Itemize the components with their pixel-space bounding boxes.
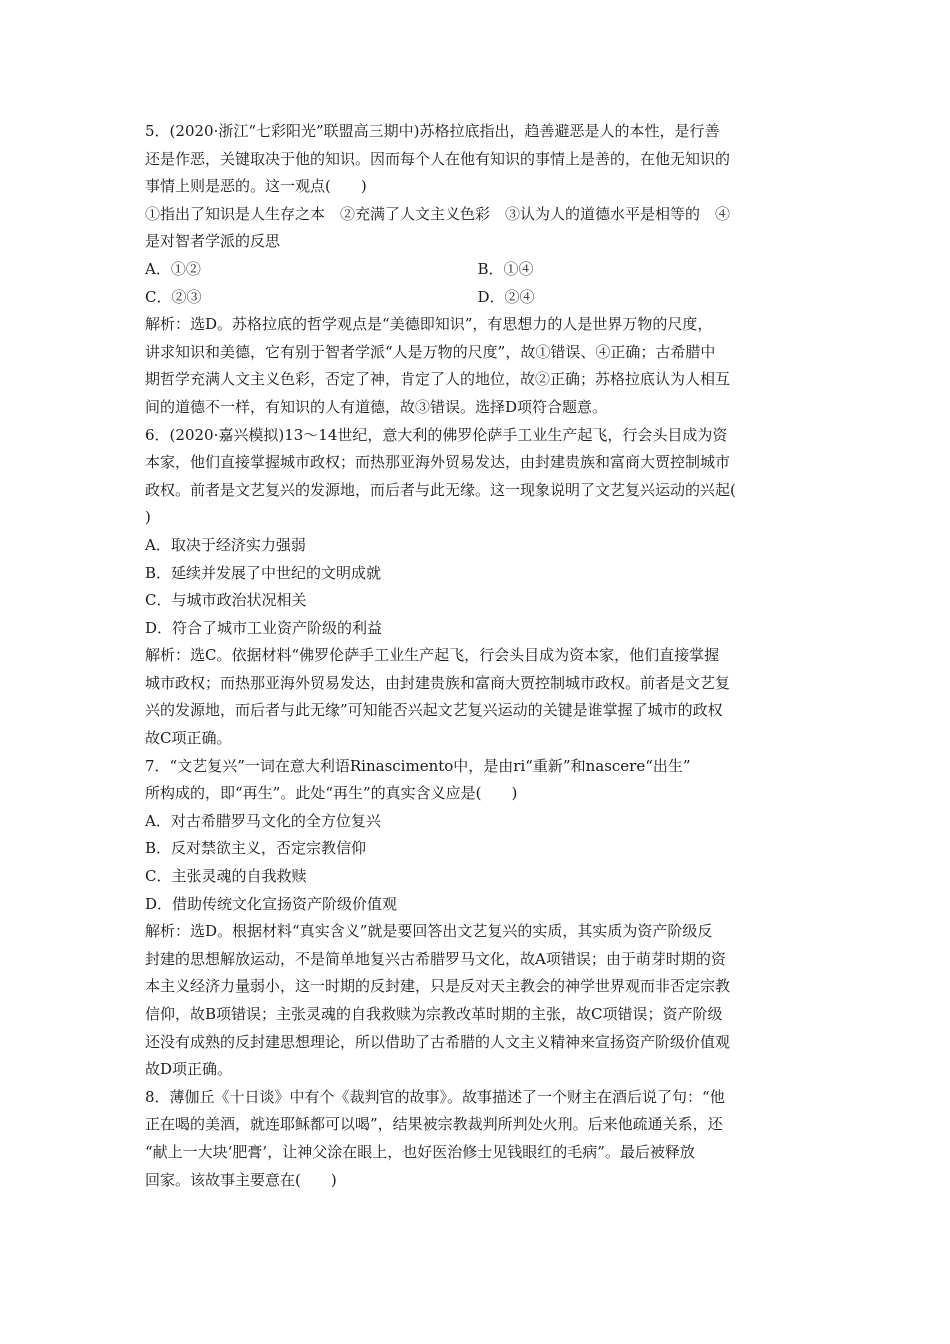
q5-options-row-1 (145, 256, 810, 284)
q7-stem-line-2: 所构成的，即“再生”。此处“再生”的真实含义应是( ) (145, 784, 518, 803)
q7-option-b: B．反对禁欲主义，否定宗教信仰 (145, 839, 367, 858)
q6-option-c: C．与城市政治状况相关 (145, 591, 307, 610)
q8-stem-line-1: 8．薄伽丘《十日谈》中有个《裁判官的故事》。故事描述了一个财主在酒后说了句：“他 (145, 1087, 725, 1106)
question-7 (145, 753, 810, 1084)
q7-analysis-line-1: 解析：选D。根据材料“真实含义”就是要回答出文艺复兴的实质，其实质为资产阶级反 (145, 922, 713, 941)
q6-option-b: B．延续并发展了中世纪的文明成就 (145, 563, 382, 582)
q5-options-row-2 (145, 284, 810, 312)
q8-stem-line-4: 回家。该故事主要意在( ) (145, 1170, 337, 1189)
q5-analysis-line-2: 讲求知识和美德，它有别于智者学派“人是万物的尺度”，故①错误、④正确；古希腊中 (145, 342, 716, 361)
q5-stem-line-3: 事情上则是恶的。这一观点( ) (145, 177, 367, 196)
q5-option-b: B．①④ (477, 259, 534, 278)
q7-option-c: C．主张灵魂的自我救赎 (145, 867, 307, 886)
question-8 (145, 1084, 810, 1194)
q5-items-line-1: ①指出了知识是人生存之本 ②充满了人文主义色彩 ③认为人的道德水平是相等的 ④ (145, 204, 731, 223)
q6-option-a: A．取决于经济实力强弱 (145, 535, 306, 554)
q7-analysis-line-5: 还没有成熟的反封建思想理论，所以借助了古希腊的人文主义精神来宣扬资产阶级价值观 (145, 1032, 731, 1051)
q7-option-d: D．借助传统文化宣扬资产阶级价值观 (145, 894, 398, 913)
q6-stem-line-4: ) (145, 508, 151, 527)
q6-analysis-line-4: 故C项正确。 (145, 729, 232, 748)
q6-stem-line-3: 政权。前者是文艺复兴的发源地，而后者与此无缘。这一现象说明了文艺复兴运动的兴起( (145, 480, 736, 499)
question-5 (145, 118, 810, 422)
q6-stem-line-1: 6．(2020·嘉兴模拟)13～14世纪，意大利的佛罗伦萨手工业生产起飞，行会头目成为资 (145, 425, 728, 444)
q8-stem-line-2: 正在喝的美酒，就连耶稣都可以喝”，结果被宗教裁判所判处火刑。后来他疏通关系，还 (145, 1115, 723, 1134)
q7-analysis-line-6: 故D项正确。 (145, 1060, 233, 1079)
question-6 (145, 422, 810, 753)
q6-option-d: D．符合了城市工业资产阶级的利益 (145, 618, 383, 637)
q5-option-d: D．②④ (477, 287, 535, 306)
q6-analysis-line-1: 解析：选C。依据材料“佛罗伦萨手工业生产起飞，行会头目成为资本家，他们直接掌握 (145, 646, 720, 665)
q7-stem-line-1: 7．“文艺复兴”一词在意大利语Rinascimento中，是由ri“重新”和nascere“出生” (145, 756, 691, 775)
q6-analysis-line-3: 兴的发源地，而后者与此无缘”可知能否兴起文艺复兴运动的关键是谁掌握了城市的政权 (145, 701, 723, 720)
q5-option-a: A．①② (145, 259, 201, 278)
q5-analysis-line-3: 期哲学充满人文主义色彩，否定了神，肯定了人的地位，故②正确；苏格拉底认为人相互 (145, 370, 731, 389)
q7-option-a: A．对古希腊罗马文化的全方位复兴 (145, 811, 381, 830)
q5-analysis-line-1: 解析：选D。苏格拉底的哲学观点是“美德即知识”，有思想力的人是世界万物的尺度， (145, 315, 713, 334)
document-page (145, 118, 810, 1194)
q7-analysis-line-4: 信仰，故B项错误；主张灵魂的自我救赎为宗教改革时期的主张，故C项错误；资产阶级 (145, 1005, 723, 1023)
q7-analysis-line-2: 封建的思想解放运动，不是简单地复兴古希腊罗马文化，故A项错误；由于萌芽时期的资 (145, 949, 726, 968)
q5-items-line-2: 是对智者学派的反思 (145, 232, 281, 251)
q6-analysis-line-2: 城市政权；而热那亚海外贸易发达，由封建贵族和富商大贾控制城市政权。前者是文艺复 (145, 673, 731, 692)
q8-stem-line-3: “献上一大块‘肥膏’，让神父涂在眼上，也好医治修士见钱眼红的毛病”。最后被释放 (145, 1142, 695, 1161)
q6-stem-line-2: 本家，他们直接掌握城市政权；而热那亚海外贸易发达，由封建贵族和富商大贾控制城市 (145, 453, 731, 472)
q5-stem-line-1: 5．(2020·浙江“七彩阳光”联盟高三期中)苏格拉底指出，趋善避恶是人的本性，是行善 (145, 122, 720, 140)
q5-analysis-line-4: 间的道德不一样，有知识的人有道德，故③错误。选择D项符合题意。 (145, 397, 608, 416)
q5-stem-line-2: 还是作恶，关键取决于他的知识。因而每个人在他有知识的事情上是善的，在他无知识的 (145, 149, 731, 168)
q5-option-c: C．②③ (145, 287, 202, 306)
q7-analysis-line-3: 本主义经济力量弱小，这一时期的反封建，只是反对天主教会的神学世界观而非否定宗教 (145, 977, 731, 996)
